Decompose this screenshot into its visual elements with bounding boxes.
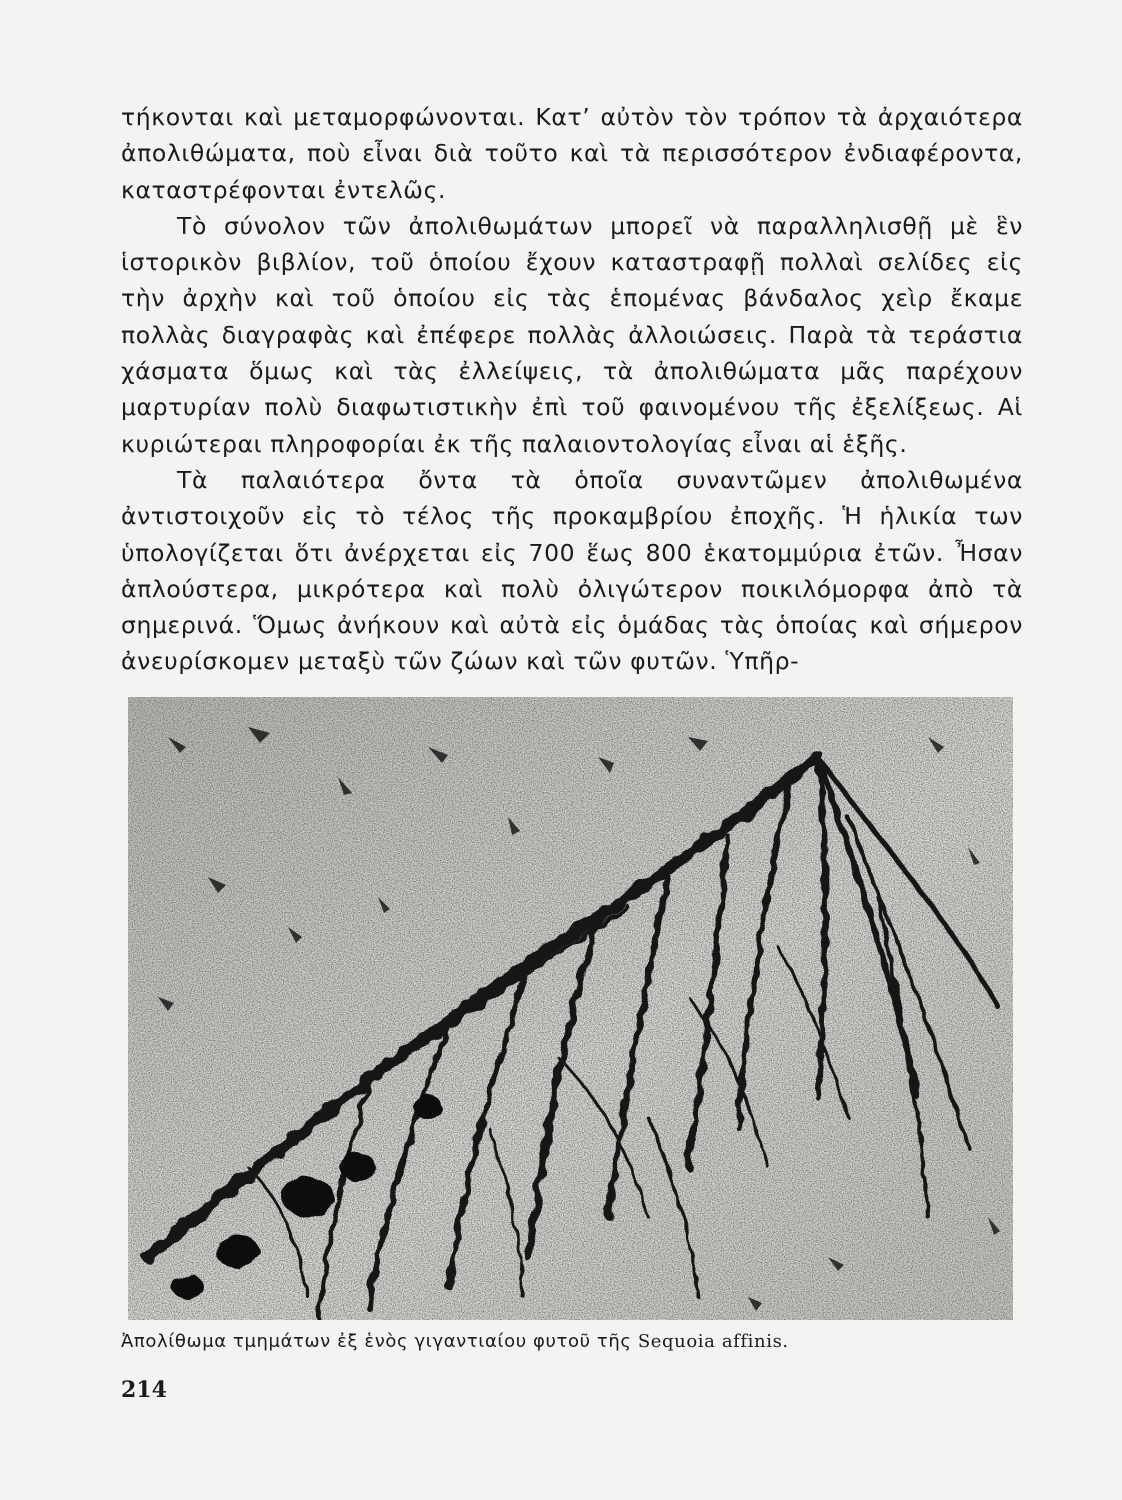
caption-latin: Sequoia affinis. xyxy=(637,1331,789,1352)
figure-caption xyxy=(121,1331,1021,1352)
body-text xyxy=(121,99,1023,680)
page-number: 214 xyxy=(121,1377,167,1403)
fossil-photograph xyxy=(128,697,1013,1320)
paragraph-1: τήκονται καὶ μεταμορφώνονται. Κατ’ αὐτὸν τὸν τρόπον τὰ ἀρχαιότερα ἀπολιθώματα, ποὺ εἶναι διὰ τοῦτο καὶ τὰ περισσότερον ἐνδιαφέροντα, καταστρέφονται ἐντελῶς. xyxy=(121,103,1023,204)
paragraph-2: Τὸ σύνολον τῶν ἀπολιθωμάτων μπορεῖ νὰ παραλληλισθῇ μὲ ἓν ἱστορικὸν βιβλίον, τοῦ ὁποίου ἔχουν καταστραφῇ πολλαὶ σελίδες εἰς τὴν ἀρχὴν καὶ τοῦ ὁποίου εἰς τὰς ἑπομένας βάνδαλος χεὶρ ἔκαμε πολλὰς διαγραφὰς καὶ ἐπέφερε πολλὰς ἀλλοιώσεις. Παρὰ τὰ τεράστια χάσματα ὅμως καὶ τὰς ἐλλείψεις, τὰ ἀπολιθώματα μᾶς παρέχουν μαρτυρίαν πολὺ διαφωτιστικὴν ἐπὶ τοῦ φαινομένου τῆς ἐξελίξεως. Αἱ κυριώτεραι πληροφορίαι ἐκ τῆς παλαιοντολογίας εἶναι αἱ ἑξῆς. xyxy=(121,211,1023,458)
caption-greek: Ἀπολίθωμα τμημάτων ἐξ ἑνὸς γιγαντιαίου φυτοῦ τῆς xyxy=(121,1331,632,1352)
paragraph-3: Τὰ παλαιότερα ὄντα τὰ ὁποῖα συναντῶμεν ἀπολιθωμένα ἀντιστοιχοῦν εἰς τὸ τέλος τῆς προκαμβρίου ἐποχῆς. Ἡ ἡλικία των ὑπολογίζεται ὅτι ἀνέρχεται εἰς 700 ἕως 800 ἑκατομμύρια ἐτῶν. Ἦσαν ἁπλούστερα, μικρότερα καὶ πολὺ ὀλιγώτερον ποικιλόμορφα ἀπὸ τὰ σημερινά. Ὅμως ἀνήκουν καὶ αὐτὰ εἰς ὁμάδας τὰς ὁποίας καὶ σήμερον ἀνευρίσκομεν μεταξὺ τῶν ζώων καὶ τῶν φυτῶν. Ὑπῆρ- xyxy=(121,465,1023,676)
fossil-image xyxy=(128,697,1013,1320)
